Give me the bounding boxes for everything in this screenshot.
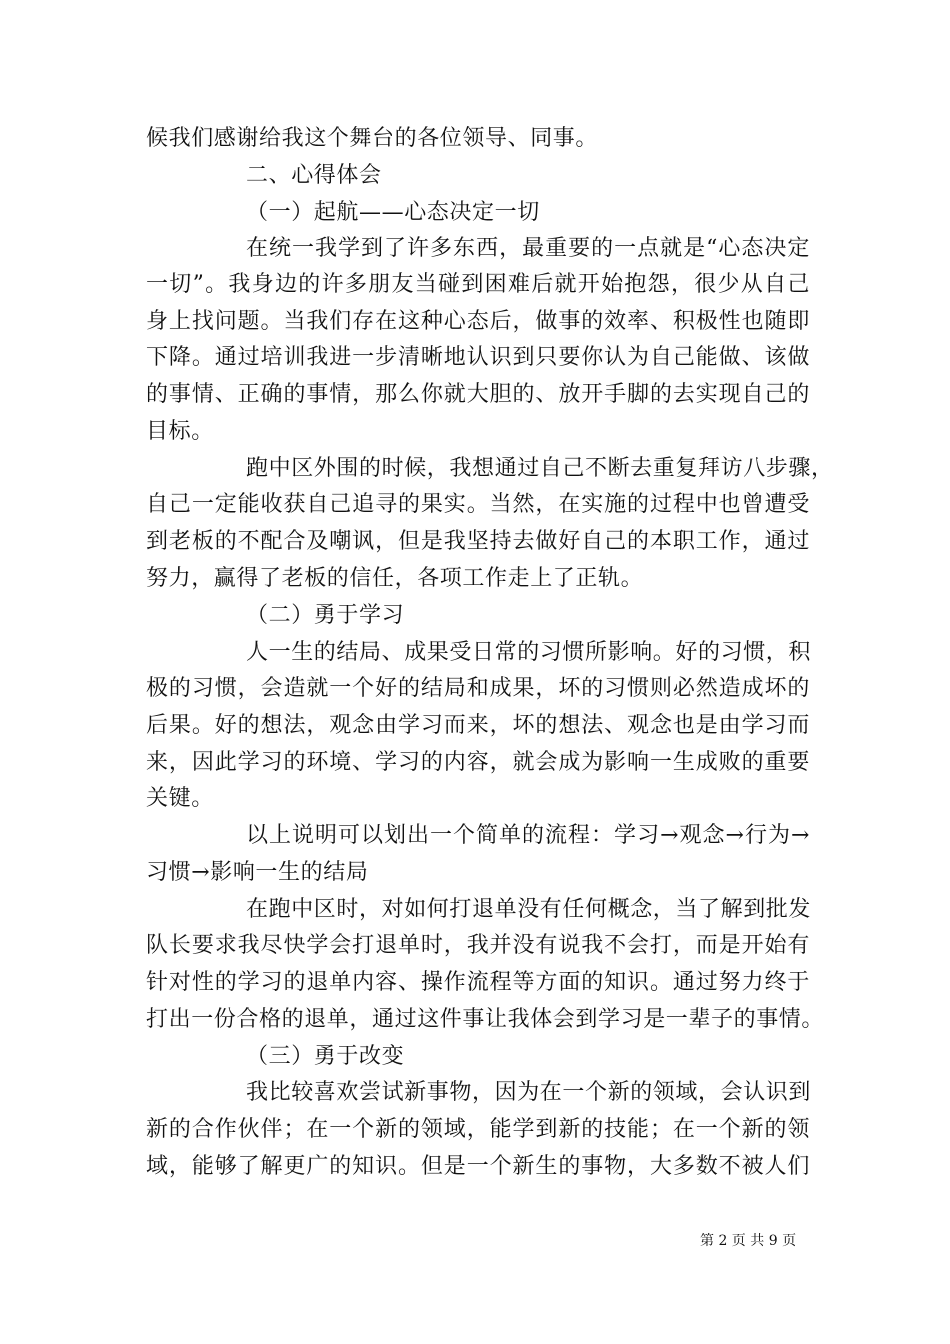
text-line: 队长要求我尽快学会打退单时，我并没有说我不会打，而是开始有 — [146, 933, 810, 958]
text-line: 新的合作伙伴；在一个新的领域，能学到新的技能；在一个新的领 — [146, 1117, 810, 1142]
text-line: 以上说明可以划出一个简单的流程：学习→观念→行为→ — [246, 823, 810, 848]
text-line: 自己一定能收获自己追寻的果实。当然，在实施的过程中也曾遭受 — [146, 492, 810, 517]
text-line: 来，因此学习的环境、学习的内容，就会成为影响一生成败的重要 — [146, 750, 810, 775]
text-line: 我比较喜欢尝试新事物，因为在一个新的领域，会认识到 — [246, 1080, 812, 1105]
subsection-heading: （一）起航——心态决定一切 — [246, 200, 540, 225]
subsection-heading: （三）勇于改变 — [246, 1044, 405, 1069]
text-line: 跑中区外围的时候，我想通过自己不断去重复拜访八步骤， — [246, 456, 834, 481]
text-line: 打出一份合格的退单，通过这件事让我体会到学习是一辈子的事情。 — [146, 1007, 825, 1032]
text-line: 一切”。我身边的许多朋友当碰到困难后就开始抱怨，很少从自己 — [146, 272, 810, 297]
text-line: 的事情、正确的事情，那么你就大胆的、放开手脚的去实现自己的 — [146, 382, 810, 407]
text-line: 人一生的结局、成果受日常的习惯所影响。好的习惯，积 — [246, 640, 812, 665]
text-line: 针对性的学习的退单内容、操作流程等方面的知识。通过努力终于 — [146, 970, 810, 995]
text-line: 在统一我学到了许多东西，最重要的一点就是“心态决定 — [246, 236, 810, 261]
text-line: 在跑中区时，对如何打退单没有任何概念，当了解到批发 — [246, 897, 812, 922]
text-line: 关键。 — [146, 786, 214, 811]
text-line: 目标。 — [146, 419, 214, 444]
text-line: 习惯→影响一生的结局 — [146, 860, 369, 885]
section-heading: 二、心得体会 — [246, 163, 382, 188]
subsection-heading: （二）勇于学习 — [246, 603, 405, 628]
text-line: 域，能够了解更广的知识。但是一个新生的事物，大多数不被人们 — [146, 1154, 810, 1179]
text-line: 下降。通过培训我进一步清晰地认识到只要你认为自己能做、该做 — [146, 345, 810, 370]
page-number-footer: 第 2 页 共 9 页 — [700, 1233, 797, 1249]
text-line: 努力，赢得了老板的信任，各项工作走上了正轨。 — [146, 566, 644, 591]
text-line: 后果。好的想法，观念由学习而来，坏的想法、观念也是由学习而 — [146, 713, 810, 738]
text-line: 极的习惯，会造就一个好的结局和成果，坏的习惯则必然造成坏的 — [146, 676, 810, 701]
text-line: 候我们感谢给我这个舞台的各位领导、同事。 — [146, 126, 599, 151]
text-line: 身上找问题。当我们存在这种心态后，做事的效率、积极性也随即 — [146, 309, 810, 334]
text-line: 到老板的不配合及嘲讽，但是我坚持去做好自己的本职工作，通过 — [146, 529, 810, 554]
